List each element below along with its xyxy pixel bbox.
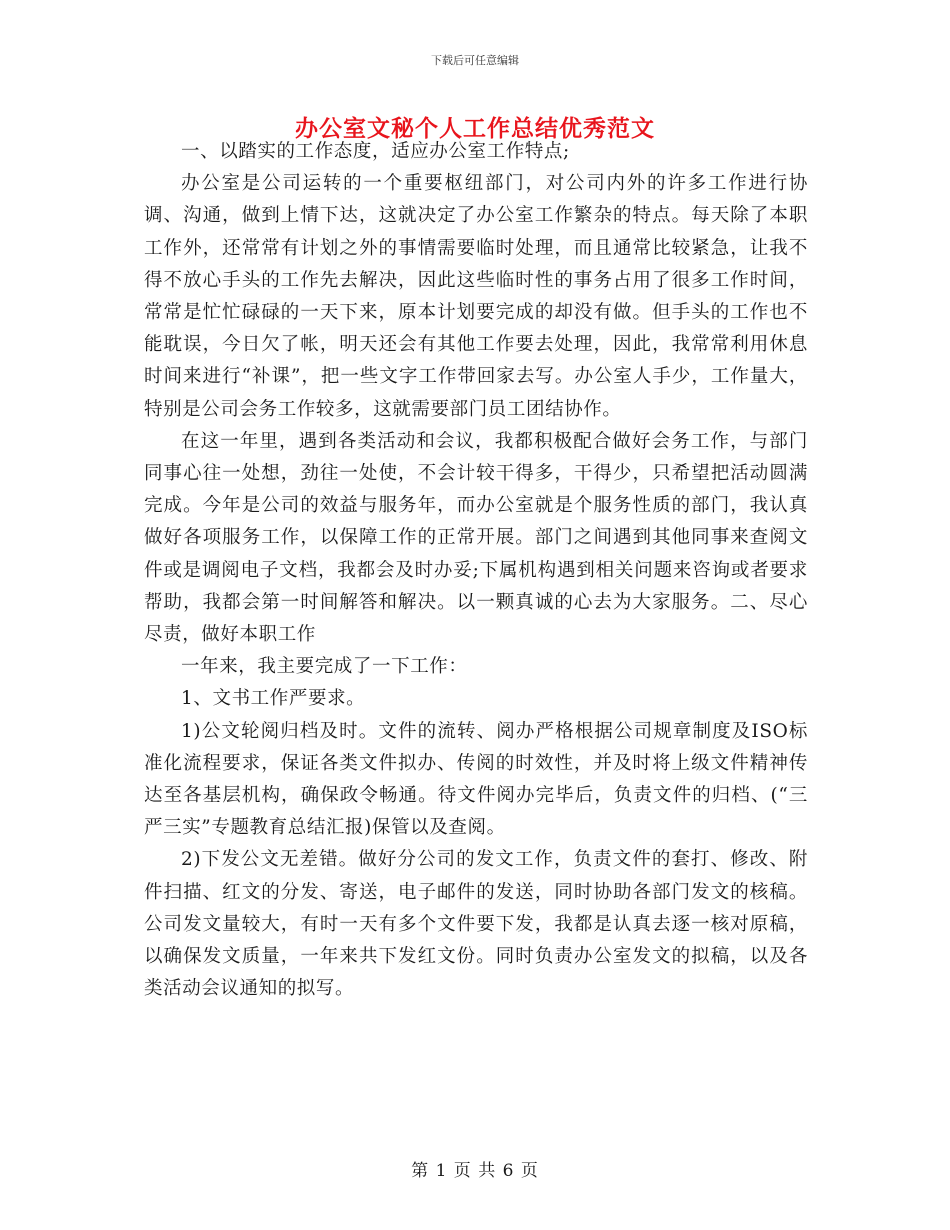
page-number: 第 1 页 共 6 页 bbox=[411, 1161, 539, 1181]
paragraph-year-activities: 在这一年里，遇到各类活动和会议，我都积极配合做好会务工作，与部门同事心往一处想，劲往一处使，不会计较干得多，干得少，只希望把活动圆满完成。今年是公司的效益与服务年，而办公室就是个服务性质的部门，我认真做好各项服务工作，以保障工作的正常开展。部门之间遇到其他同事来查阅文件或是调阅电子文档，我都会及时办妥;下属机构遇到相关问题来咨询或者要求帮助，我都会第一时间解答和解决。以一颗真诚的心去为大家服务。二、尽心尽责，做好本职工作 bbox=[144, 430, 808, 646]
document-body bbox=[144, 136, 808, 1005]
paragraph-work-completed-intro: 一年来，我主要完成了一下工作： bbox=[181, 656, 468, 678]
document-title: 办公室文秘个人工作总结优秀范文 bbox=[295, 115, 655, 142]
paragraph-office-characteristics: 办公室是公司运转的一个重要枢纽部门，对公司内外的许多工作进行协调、沟通，做到上情下达，这就决定了办公室工作繁杂的特点。每天除了本职工作外，还常常有计划之外的事情需要临时处理，而且通常比较紧急，让我不得不放心手头的工作先去解决，因此这些临时性的事务占用了很多工作时间，常常是忙忙碌碌的一天下来，原本计划要完成的却没有做。但手头的工作也不能耽误，今日欠了帐，明天还会有其他工作要去处理，因此，我常常利用休息时间来进行“补课”，把一些文字工作带回家去写。办公室人手少，工作量大，特别是公司会务工作较多，这就需要部门员工团结协作。 bbox=[144, 173, 808, 420]
paragraph-section-one-heading: 一、以踏实的工作态度，适应办公室工作特点; bbox=[181, 141, 570, 162]
paragraph-issuing-documents: 2)下发公文无差错。做好分公司的发文工作，负责文件的套打、修改、附件扫描、红文的分发、寄送，电子邮件的发送，同时协助各部门发文的核稿。公司发文量较大，有时一天有多个文件要下发，我都是认真去逐一核对原稿，以确保发文质量，一年来共下发红文份。同时负责办公室发文的拟稿，以及各类活动会议通知的拟写。 bbox=[144, 849, 808, 1000]
header-note: 下载后可任意编辑 bbox=[431, 54, 519, 67]
paragraph-circulation-archiving: 1)公文轮阅归档及时。文件的流转、阅办严格根据公司规章制度及ISO标准化流程要求，保证各类文件拟办、传阅的时效性，并及时将上级文件精神传达至各基层机构，确保政令畅通。待文件阅办完毕后，负责文件的归档、(“三严三实”专题教育总结汇报)保管以及查阅。 bbox=[144, 720, 808, 839]
paragraph-document-work-heading: 1、文书工作严要求。 bbox=[181, 688, 366, 710]
